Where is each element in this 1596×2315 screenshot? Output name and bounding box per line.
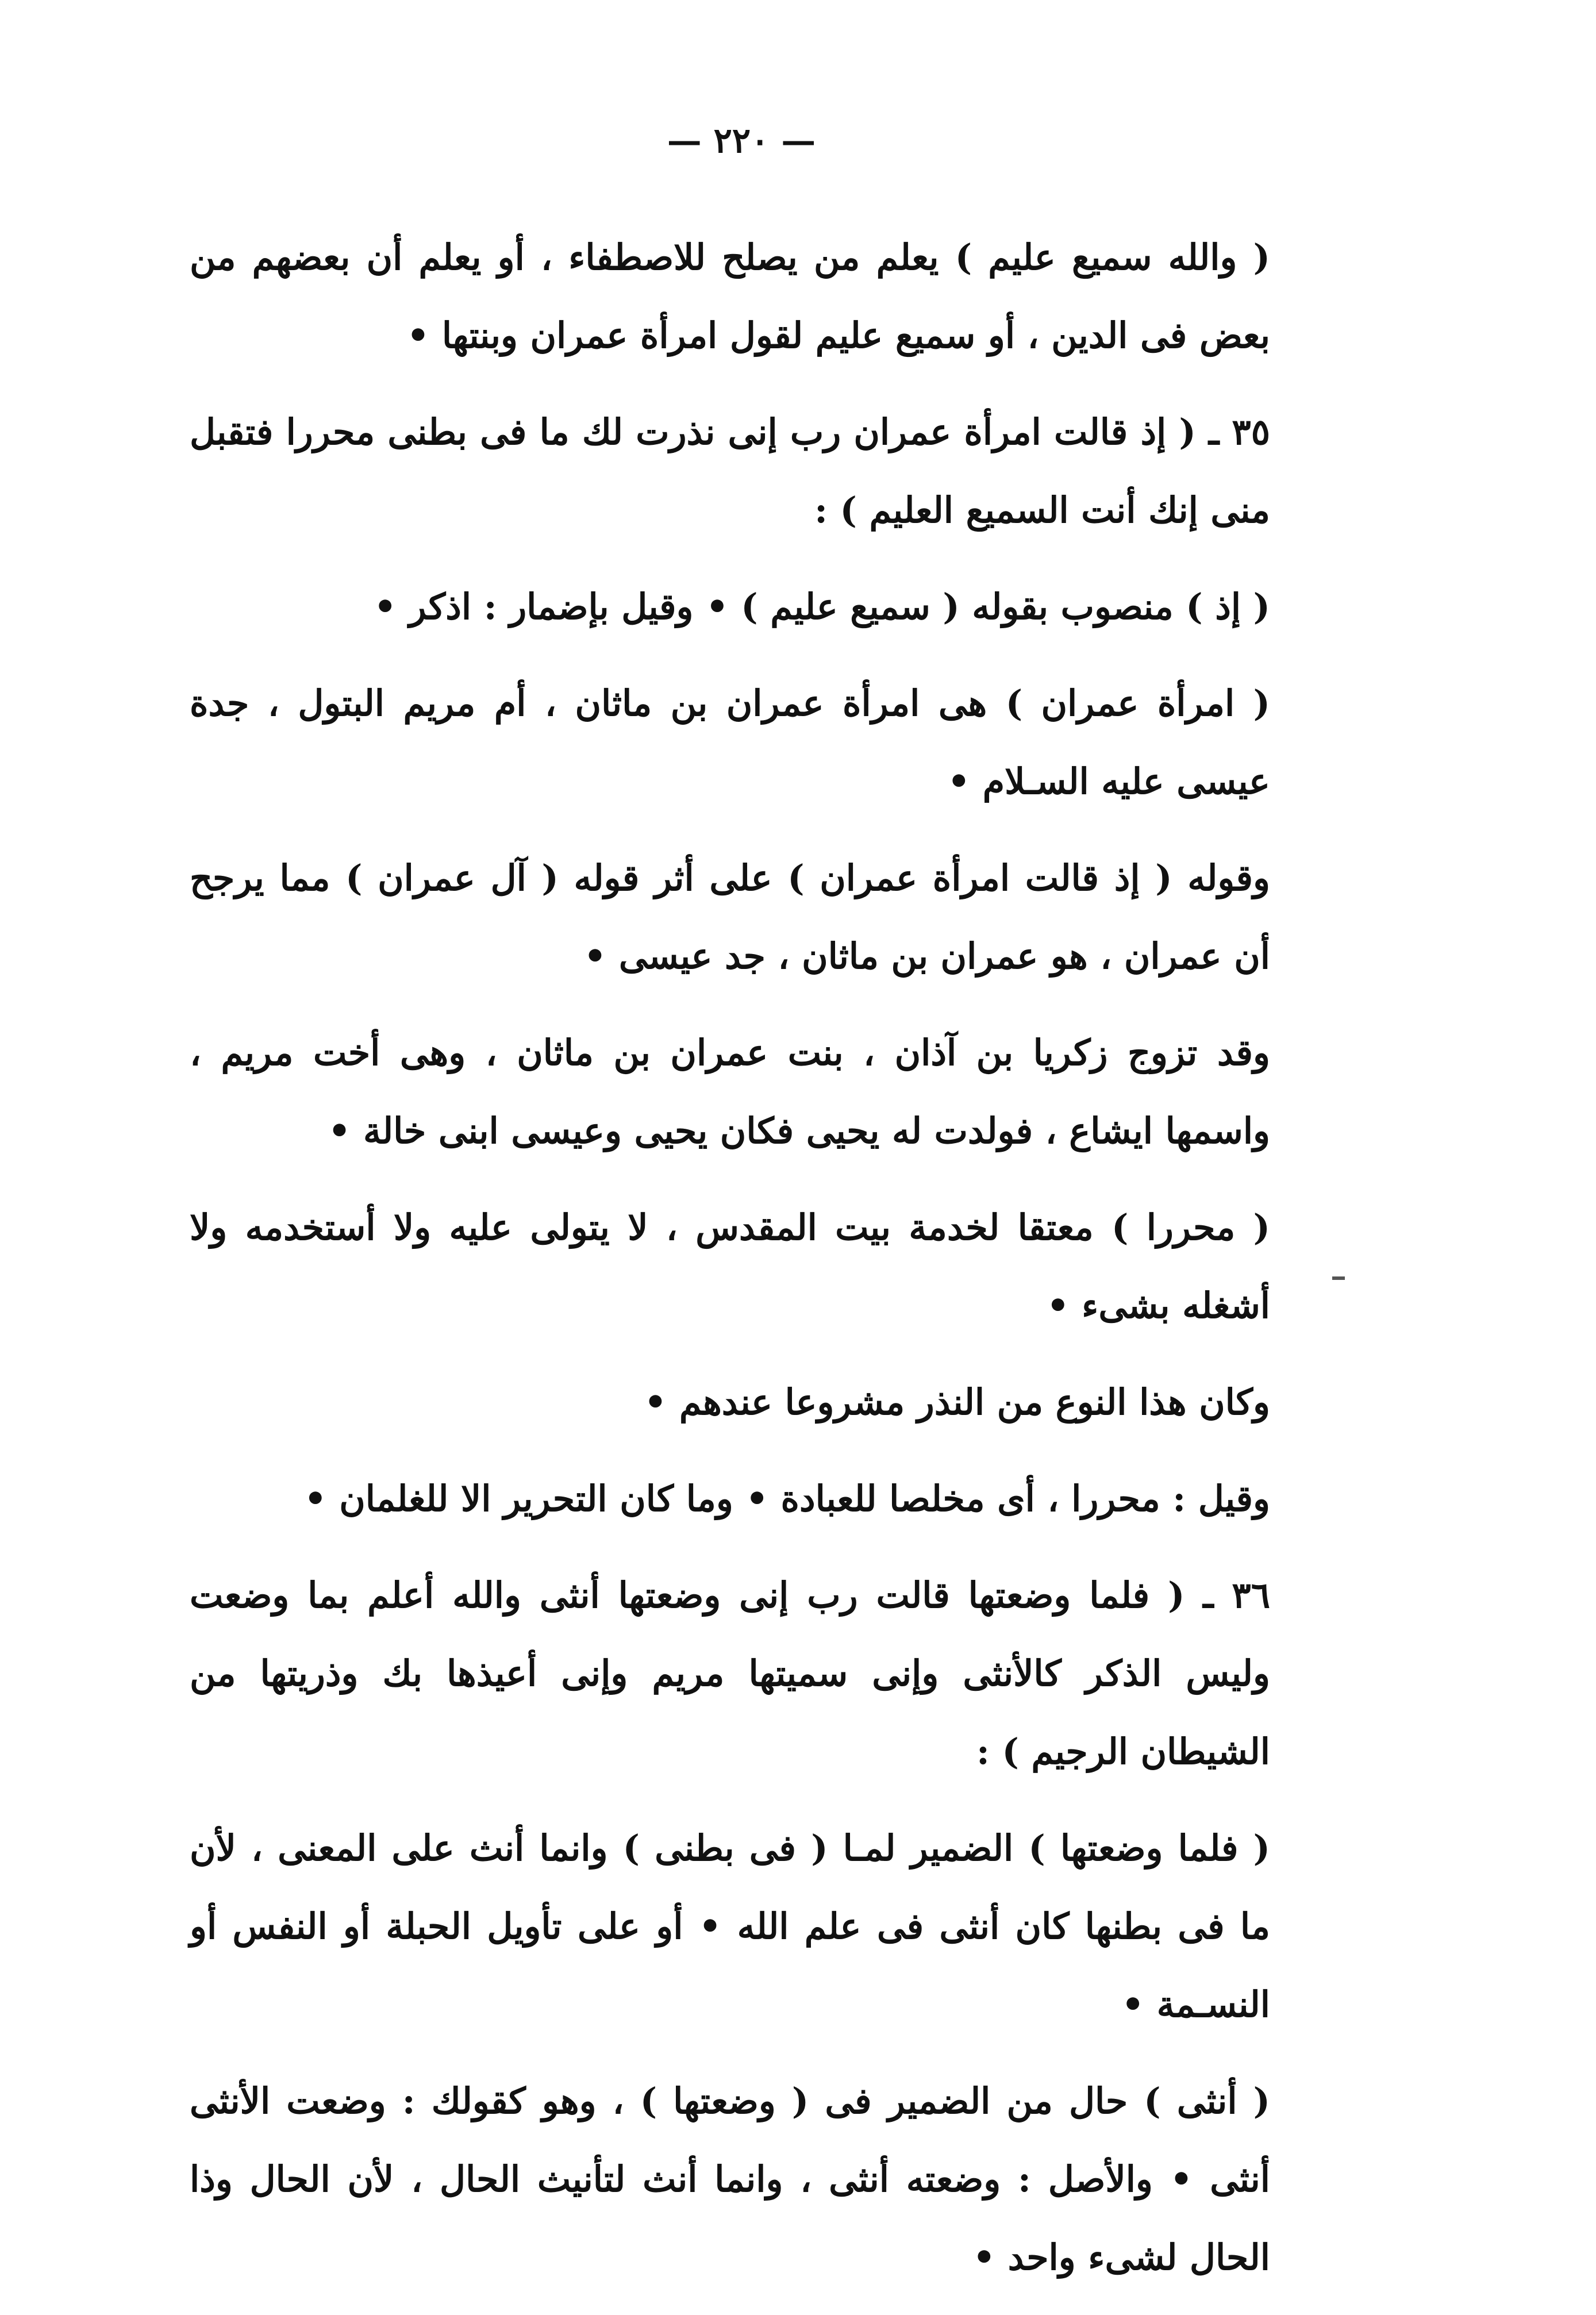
verse-paragraph: ٣٥ ـ ( إذ قالت امرأة عمران رب إنى نذرت لك ما فى بطنى محررا فتقبل منى إنك أنت السميع العليم ) : <box>190 411 1270 531</box>
paragraph: ( أنثى ) حال من الضمير فى ( وضعتها ) ، وهو كقولك : وضعت الأنثى أنثى • والأصل : وضعته أنثى ، وانما أنث لتأنيث الحال ، لأن الحال وذا الحال لشىء واحد • <box>190 2080 1270 2278</box>
paragraph: ( إذ ) منصوب بقوله ( سميع عليم ) • وقيل بإضمار : اذكر • <box>374 586 1270 628</box>
paragraph: ( امرأة عمران ) هى امرأة عمران بن ماثان ، أم مريم البتول ، جدة عيسى عليه السـلام • <box>190 682 1270 802</box>
page-number: — ٢٢٠ — <box>667 121 816 161</box>
paragraph: وقيل : محررا ، أى مخلصا للعبادة • وما كان التحرير الا للغلمان • <box>304 1478 1270 1520</box>
paragraph: وكان هذا النوع من النذر مشروعا عندهم • <box>644 1381 1270 1423</box>
page-body <box>190 218 1270 2315</box>
verse-paragraph: ٣٦ ـ ( فلما وضعتها قالت رب إنى وضعتها أنثى والله أعلم بما وضعت وليس الذكر كالأنثى وإنى سميتها مريم وإنى أعيذها بك وذريتها من الشيطان الرجيم ) : <box>190 1574 1270 1772</box>
paragraph: ( محررا ) معتقا لخدمة بيت المقدس ، لا يتولى عليه ولا أستخدمه ولا أشغله بشىء • <box>190 1206 1270 1326</box>
paragraph: ( والله سميع عليم ) يعلم من يصلح للاصطفاء ، أو يعلم أن بعضهم من بعض فى الدين ، أو سميع عليم لقول امرأة عمران وبنتها • <box>190 236 1270 356</box>
paragraph: وقد تزوج زكريا بن آذان ، بنت عمران بن ماثان ، وهى أخت مريم ، واسمها ايشاع ، فولدت له يحيى فكان يحيى وعيسى ابنى خالة • <box>190 1032 1270 1152</box>
margin-mark <box>1332 1276 1345 1280</box>
paragraph: ( فلما وضعتها ) الضمير لمـا ( فى بطنى ) وانما أنث على المعنى ، لأن ما فى بطنها كان أنثى فى علم الله • أو على تأويل الحبلة أو النفس أو النسـمة • <box>190 1827 1270 2025</box>
paragraph: وقوله ( إذ قالت امرأة عمران ) على أثر قوله ( آل عمران ) مما يرجح أن عمران ، هو عمران بن ماثان ، جد عيسى • <box>190 857 1270 977</box>
